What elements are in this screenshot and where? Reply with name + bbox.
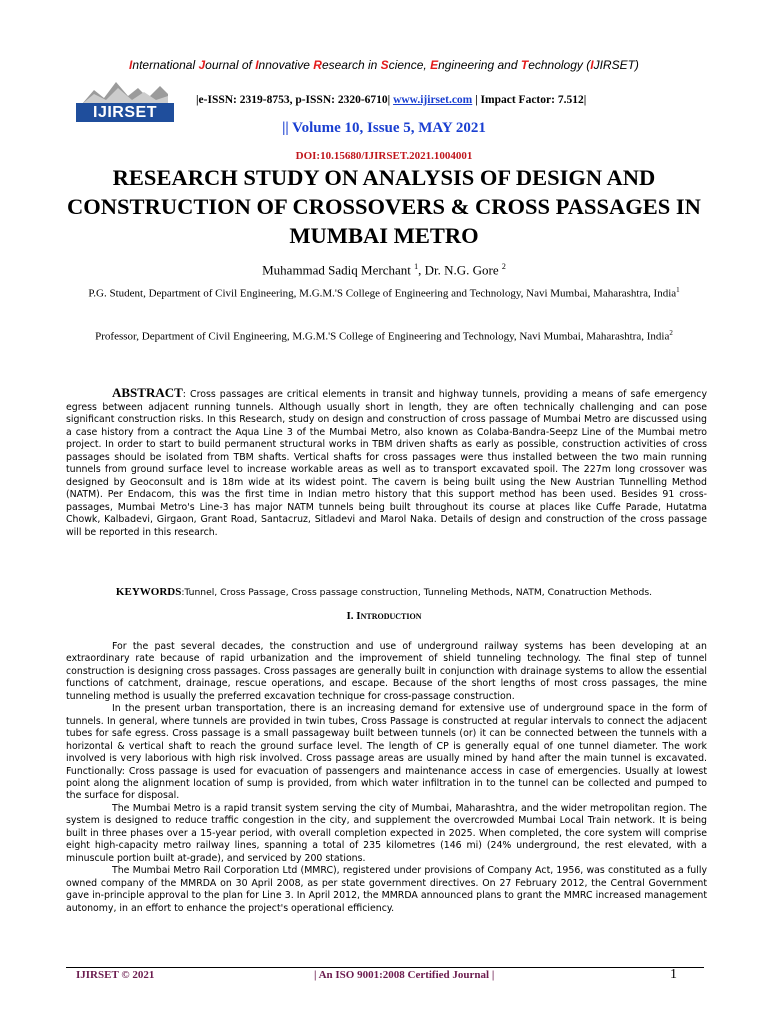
issn-line (196, 94, 586, 106)
author-2-sup: 2 (501, 262, 506, 271)
footer-copyright: IJIRSET © 2021 (76, 969, 155, 981)
author-1-sup: 1 (414, 262, 419, 271)
affiliation-2-text: Professor, Department of Civil Engineering, M.G.M.'S College of Engineering and Technology, Navi Mumbai, Maharashtra, India (95, 330, 670, 343)
keywords-label: KEYWORDS (115, 586, 182, 598)
page-number: 1 (670, 967, 677, 982)
abstract (66, 387, 707, 539)
keywords-text: :Tunnel, Cross Passage, Cross passage construction, Tunneling Methods, NATM, Conatruction Methods. (181, 587, 653, 598)
paragraph: For the past several decades, the construction and use of underground railway systems has been developing at an extraordinary rate because of rapid urbanization and the improvement of shield tunneling technology. The final step of tunnel construction is designing cross passages. Cross passages are generally built in conjunction with drainage systems to allow the essential functions of catchment, drainage, rescue operations, and escape. Because of the short lengths of most cross passages, the mine tunneling method is usually the preferred excavation technique for cross-passage construction. (66, 641, 707, 702)
author-1: Muhammad Sadiq Merchant (262, 262, 415, 278)
section-heading: I. Introduction (346, 610, 422, 622)
affiliation-2-sup: 2 (669, 329, 673, 337)
body-text (66, 641, 707, 915)
footer-certification: | An ISO 9001:2008 Certified Journal | (314, 969, 495, 981)
paragraph: The Mumbai Metro is a rapid transit system serving the city of Mumbai, Maharashtra, and the wider metropolitan region. The system is designed to reduce traffic congestion in the city, and supplement the overcrowded Mumbai Local Train network. It is being built in three phases over a 15-year period, with overall completion expected in 2025. When completed, the core system will comprise eight high-capacity metro railway lines, spanning a total of 235 kilometres (146 mi) (24% underground, the rest elevated, with a minuscule portion built at-grade), and serviced by 200 stations. (66, 802, 707, 864)
paragraph: In the present urban transportation, there is an increasing demand for extensive use of underground space in the form of tunnels. In general, where tunnels are provided in twin tubes, Cross Passage is constructed at regular intervals to connect the adjacent tubes for safe egress. Cross passage is a small passageway built between tunnels (or) it can be connected between the tunnels with a horizontal & vertical shaft to reach the ground surface level. The length of CP is generally equal of one tunnel diameter. The work involved is very laborious with high risk involved. Cross passage areas are usually mined by hand after the main tunnel is excavated. Functionally: Cross passage is used for evacuation of passengers and maintenance access in case of emergencies. Usually at lowest point along the alignment location of sump is provided, from which water infiltration in to the tunnel can be collected and pumped to the surface for disposal. (66, 703, 707, 802)
abstract-label: ABSTRACT (112, 385, 183, 400)
affiliation-2 (60, 322, 708, 348)
affiliation-1-text: P.G. Student, Department of Civil Engineering, M.G.M.'S College of Engineering and Technology, Navi Mumbai, Maharashtra, India (88, 287, 677, 300)
volume-issue: || Volume 10, Issue 5, MAY 2021 (282, 120, 486, 136)
footer-divider (66, 967, 704, 968)
paragraph: The Mumbai Metro Rail Corporation Ltd (MMRC), registered under provisions of Company Act, 1956, was constituted as a fully owned company of the MMRDA on 30 April 2008, as per state government directives. On 27 February 2012, the Central Government gave in-principle approval to the plan for Line 3. In April 2012, the MMRDA announced plans to grant the MMRC increased management autonomy, in an effort to enhance the project's operational efficiency. (66, 865, 707, 914)
author-line (0, 262, 768, 278)
journal-title: International Journal of Innovative Research in Science, Engineering and Technology (IJIRSET) (129, 58, 639, 72)
journal-logo (76, 76, 174, 122)
affiliation-1 (60, 279, 708, 305)
keywords (0, 586, 768, 598)
impact-factor: | Impact Factor: 7.512| (472, 94, 587, 106)
logo-text: IJIRSET (93, 104, 157, 121)
website-link[interactable]: www.ijirset.com (393, 94, 473, 106)
abstract-text: : Cross passages are critical elements in transit and highway tunnels, providing a means of safe emergency egress between adjacent running tunnels. Although usually short in length, they are often technically challenging and can pose significant construction risks. In this Research, study on design and construction of cross passage of Mumbai Metro are discussed using a case history from a contract the Aqua Line 3 of the Mumbai Metro, also known as Colaba-Bandra-Seepz Line of the Mumbai metro project. In order to start to build permanent structural works in TBM driven shafts as early as possible, construction activities of cross passages should be isolated from TBM shafts. Vertical shafts for cross passages were thus installed between the two main running tunnels from ground surface level to increase workable areas as well as to transport excavated spoil. The 227m long crossover was designed by Geoconsult and is 18m wide at its widest point. The cavern is being built using the New Austrian Tunnelling Method (NATM). Per Endacom, this was the first time in Indian metro history that this support method has been used. Besides 91 cross-passages, Mumbai Metro's Line-3 has major NATM tunnels being built throughout its course at places like Cuffe Parade, Hutatma Chowk, Kalbadevi, Girgaon, Grant Road, Santacruz, Sitladevi and Marol Naka. Details of design and construction of the cross passage will be reported in this research. (66, 389, 707, 538)
doi: DOI:10.15680/IJIRSET.2021.1004001 (295, 150, 473, 162)
issn-text: |e-ISSN: 2319-8753, p-ISSN: 2320-6710| (196, 94, 394, 106)
author-2: , Dr. N.G. Gore (418, 262, 502, 278)
affiliation-1-sup: 1 (676, 286, 680, 294)
paper-title: RESEARCH STUDY ON ANALYSIS OF DESIGN AND CONSTRUCTION OF CROSSOVERS & CROSS PASSAGES IN MUMBAI METRO (67, 165, 701, 248)
